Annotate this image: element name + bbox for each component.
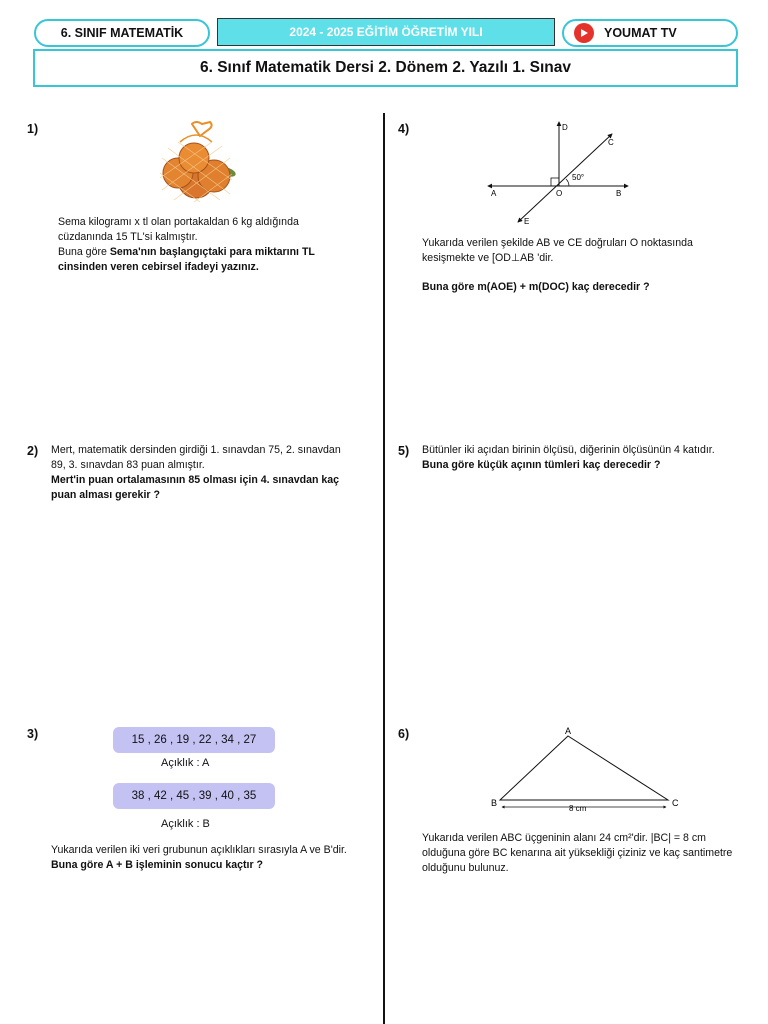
question-2-line-2: 89, 3. sınavdan 83 puan almıştır. bbox=[51, 459, 205, 471]
range-label-a: Açıklık : A bbox=[161, 757, 210, 769]
orange-bag-illustration bbox=[150, 118, 242, 204]
angle-doc: DOC bbox=[541, 281, 566, 293]
question-4-suffix: ) kaç derecedir ? bbox=[565, 281, 650, 293]
triangle-abc bbox=[500, 736, 668, 800]
question-6-line-1: Yukarıda verilen ABC üçgeninin alanı 24 cm²'dir. |BC| = 8 cm bbox=[422, 832, 706, 844]
vertex-b: B bbox=[491, 798, 498, 808]
exam-title-text: 6. Sınıf Matematik Dersi 2. Dönem 2. Yazılı 1. Sınav bbox=[199, 59, 571, 76]
question-2-line-4 bbox=[51, 488, 376, 503]
question-4-number: 4) bbox=[398, 122, 410, 136]
question-4-prefix: Buna göre m( bbox=[422, 281, 491, 293]
question-1-line-3 bbox=[58, 245, 378, 260]
question-3-line-2-bold: Buna göre A + B işleminin sonucu kaçtır ? bbox=[51, 859, 264, 871]
label-d: D bbox=[562, 123, 568, 132]
question-2-number: 2) bbox=[27, 444, 39, 458]
line-ce bbox=[518, 134, 612, 222]
grade-label-text: 6. SINIF MATEMATİK bbox=[60, 26, 184, 40]
question-4-line-1: Yukarıda verilen şekilde AB ve CE doğruları O noktasında bbox=[422, 237, 693, 249]
brand-badge[interactable] bbox=[562, 19, 738, 47]
question-5-number: 5) bbox=[398, 444, 410, 458]
question-6-number: 6) bbox=[398, 727, 410, 741]
data-group-1 bbox=[113, 727, 275, 753]
question-6-line-2: olduğuna göre BC kenarına ait yüksekliği çiziniz ve kaç santimetre bbox=[422, 847, 733, 859]
question-1-line-1: Sema kilogramı x tl olan portakaldan 6 kg aldığında bbox=[58, 216, 299, 228]
question-3-number: 3) bbox=[27, 727, 39, 741]
brand-text: YOUMAT TV bbox=[604, 26, 677, 40]
data-group-2 bbox=[113, 783, 275, 809]
question-1-line-4 bbox=[58, 260, 378, 275]
column-divider bbox=[383, 113, 385, 1024]
vertex-c: C bbox=[672, 798, 679, 808]
angle-label: 50° bbox=[572, 173, 585, 182]
question-4-text bbox=[422, 236, 757, 266]
question-1-line-2: cüzdanında 15 TL'si kalmıştır. bbox=[58, 231, 198, 243]
data-group-2-values: 38 , 42 , 45 , 39 , 40 , 35 bbox=[131, 790, 257, 802]
question-2-text bbox=[51, 443, 376, 503]
label-c: C bbox=[608, 138, 614, 147]
question-5-line-2 bbox=[422, 458, 762, 473]
base-length: 8 cm bbox=[569, 804, 587, 813]
question-1-number: 1) bbox=[27, 122, 39, 136]
angle-aoe: AOE bbox=[490, 281, 514, 293]
play-icon bbox=[574, 23, 594, 43]
grade-label bbox=[34, 19, 210, 47]
label-a: A bbox=[491, 189, 497, 198]
school-year-text: 2024 - 2025 EĞİTİM ÖĞRETİM YILI bbox=[289, 25, 483, 39]
question-1-line-4-bold: cinsinden veren cebirsel ifadeyi yazınız. bbox=[58, 261, 259, 273]
question-2-line-3-bold: Mert'in puan ortalamasının 85 olması için 4. sınavdan kaç bbox=[51, 474, 340, 486]
range-label-b: Açıklık : B bbox=[161, 818, 210, 830]
question-3-text bbox=[51, 843, 379, 873]
question-6-text bbox=[422, 831, 764, 876]
question-5-text bbox=[422, 443, 762, 473]
question-3-line-2 bbox=[51, 858, 379, 873]
question-1-line-3-bold: Sema'nın başlangıçtaki para miktarını TL bbox=[109, 246, 315, 258]
triangle-figure bbox=[486, 722, 686, 818]
question-2-line-3 bbox=[51, 473, 376, 488]
label-e: E bbox=[524, 217, 530, 226]
label-b: B bbox=[616, 189, 622, 198]
question-2-line-4-bold: puan alması gerekir ? bbox=[51, 489, 160, 501]
question-3-line-1: Yukarıda verilen iki veri grubunun açıklıkları sırasıyla A ve B'dir. bbox=[51, 844, 347, 856]
angle-arc bbox=[566, 179, 569, 186]
question-1-text bbox=[58, 215, 378, 275]
question-4-mid: ) + m( bbox=[513, 281, 542, 293]
exam-title bbox=[33, 49, 738, 87]
data-group-1-values: 15 , 26 , 19 , 22 , 34 , 27 bbox=[131, 734, 257, 746]
label-o: O bbox=[556, 189, 563, 198]
vertex-a: A bbox=[565, 726, 572, 736]
question-4-line-2: kesişmekte ve [OD⊥AB 'dir. bbox=[422, 252, 554, 264]
question-1-line-3-prefix: Buna göre bbox=[58, 246, 110, 258]
angle-figure bbox=[482, 118, 632, 228]
question-5-line-2-bold: Buna göre küçük açının tümleri kaç derecedir ? bbox=[422, 459, 661, 471]
question-6-line-3: olduğunu bulunuz. bbox=[422, 862, 509, 874]
question-4-question bbox=[422, 280, 757, 295]
school-year-banner bbox=[217, 18, 555, 46]
question-5-line-1: Bütünler iki açıdan birinin ölçüsü, diğerinin ölçüsünün 4 katıdır. bbox=[422, 444, 715, 456]
question-2-line-1: Mert, matematik dersinden girdiği 1. sınavdan 75, 2. sınavdan bbox=[51, 444, 341, 456]
